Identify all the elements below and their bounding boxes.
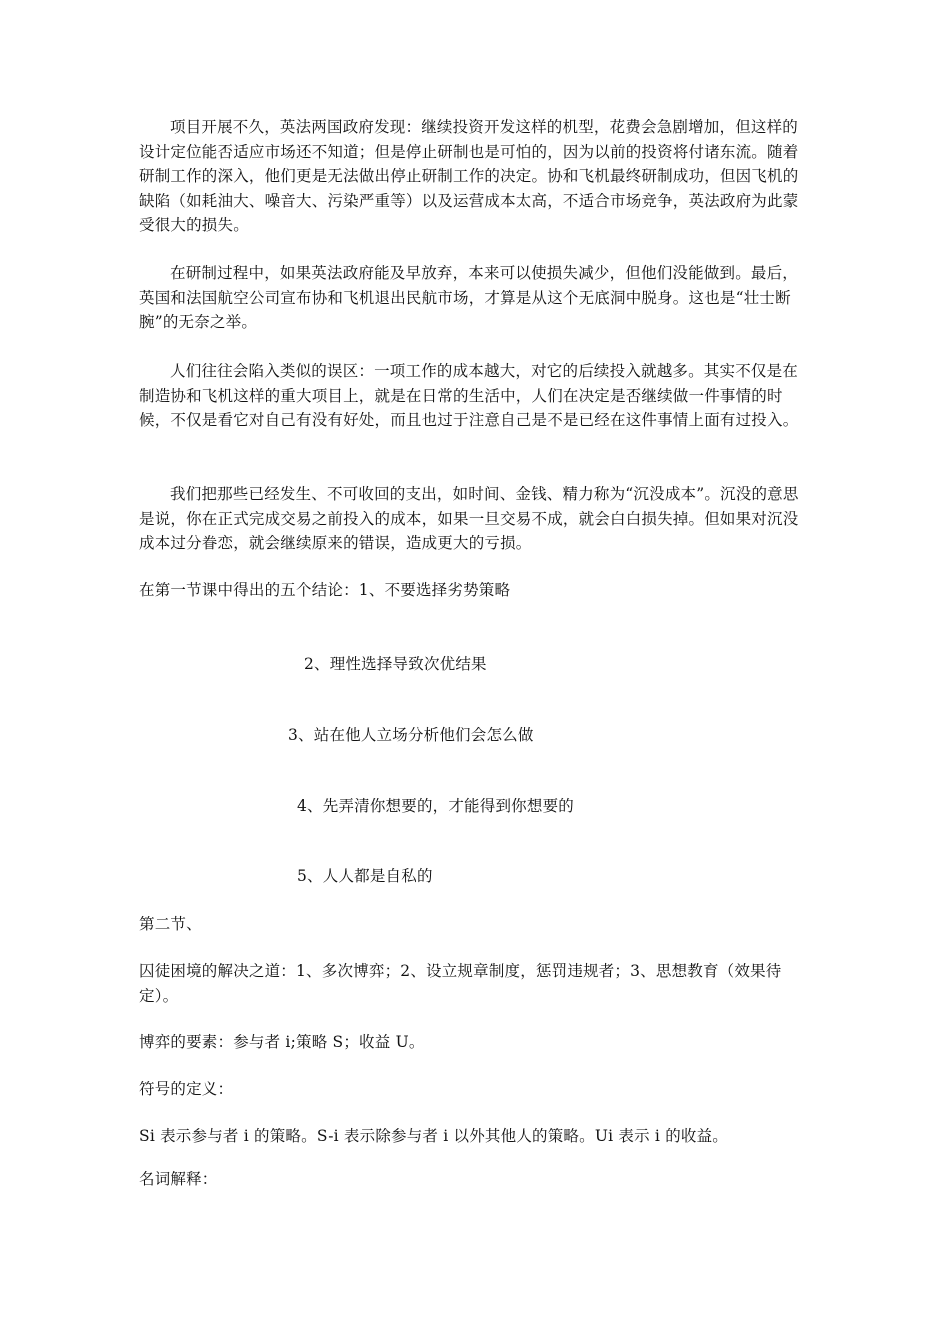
paragraph-sunk-cost: 我们把那些已经发生、不可收回的支出，如时间、金钱、精力称为“沉没成本”。沉没的意思是说，你在正式完成交易之前投入的成本，如果一旦交易不成，就会白白损失掉。但如果对沉没成本过分眷恋，就会继续原来的错误，造成更大的亏损。 <box>139 485 799 553</box>
symbols-definition: Si 表示参与者 i 的策略。S-i 表示除参与者 i 以外其他人的策略。Ui 表示 i 的收益。 <box>139 1127 728 1145</box>
terms-heading: 名词解释： <box>139 1170 218 1188</box>
conclusion-item-2: 2、理性选择导致次优结果 <box>304 655 487 673</box>
paragraph-common-misconception: 人们往往会陷入类似的误区：一项工作的成本越大，对它的后续投入就越多。其实不仅是在制造协和飞机这样的重大项目上，就是在日常的生活中，人们在决定是否继续做一件事情的时候，不仅是看它对自己有没有好处，而且也过于注意自己是不是已经在这件事情上面有过投入。 <box>139 362 799 430</box>
section-heading: 第二节、 <box>139 915 202 933</box>
conclusion-item-3: 3、站在他人立场分析他们会怎么做 <box>288 726 534 744</box>
conclusions-intro: 在第一节课中得出的五个结论：1、不要选择劣势策略 <box>139 581 511 599</box>
conclusion-item-4: 4、先弄清你想要的，才能得到你想要的 <box>297 797 574 815</box>
paragraph-concorde-development: 项目开展不久，英法两国政府发现：继续投资开发这样的机型，花费会急剧增加，但这样的设计定位能否适应市场还不知道；但是停止研制也是可怕的，因为以前的投资将付诸东流。随着研制工作的深入，他们更是无法做出停止研制工作的决定。协和飞机最终研制成功，但因飞机的缺陷（如耗油大、噪音大、污染严重等）以及运营成本太高，不适合市场竞争，英法政府为此蒙受很大的损失。 <box>139 118 799 235</box>
prisoners-dilemma-solution: 囚徒困境的解决之道：1、多次博弈；2、设立规章制度，惩罚违规者；3、思想教育（效果待定）。 <box>139 962 782 1005</box>
conclusion-item-5: 5、人人都是自私的 <box>297 867 433 885</box>
paragraph-early-abandon: 在研制过程中，如果英法政府能及早放弃，本来可以使损失减少，但他们没能做到。最后，英国和法国航空公司宣布协和飞机退出民航市场，才算是从这个无底洞中脱身。这也是“壮士断腕”的无奈之举。 <box>139 264 799 332</box>
game-elements: 博弈的要素：参与者 i;策略 S；收益 U。 <box>139 1033 425 1051</box>
symbols-heading: 符号的定义： <box>139 1080 234 1098</box>
